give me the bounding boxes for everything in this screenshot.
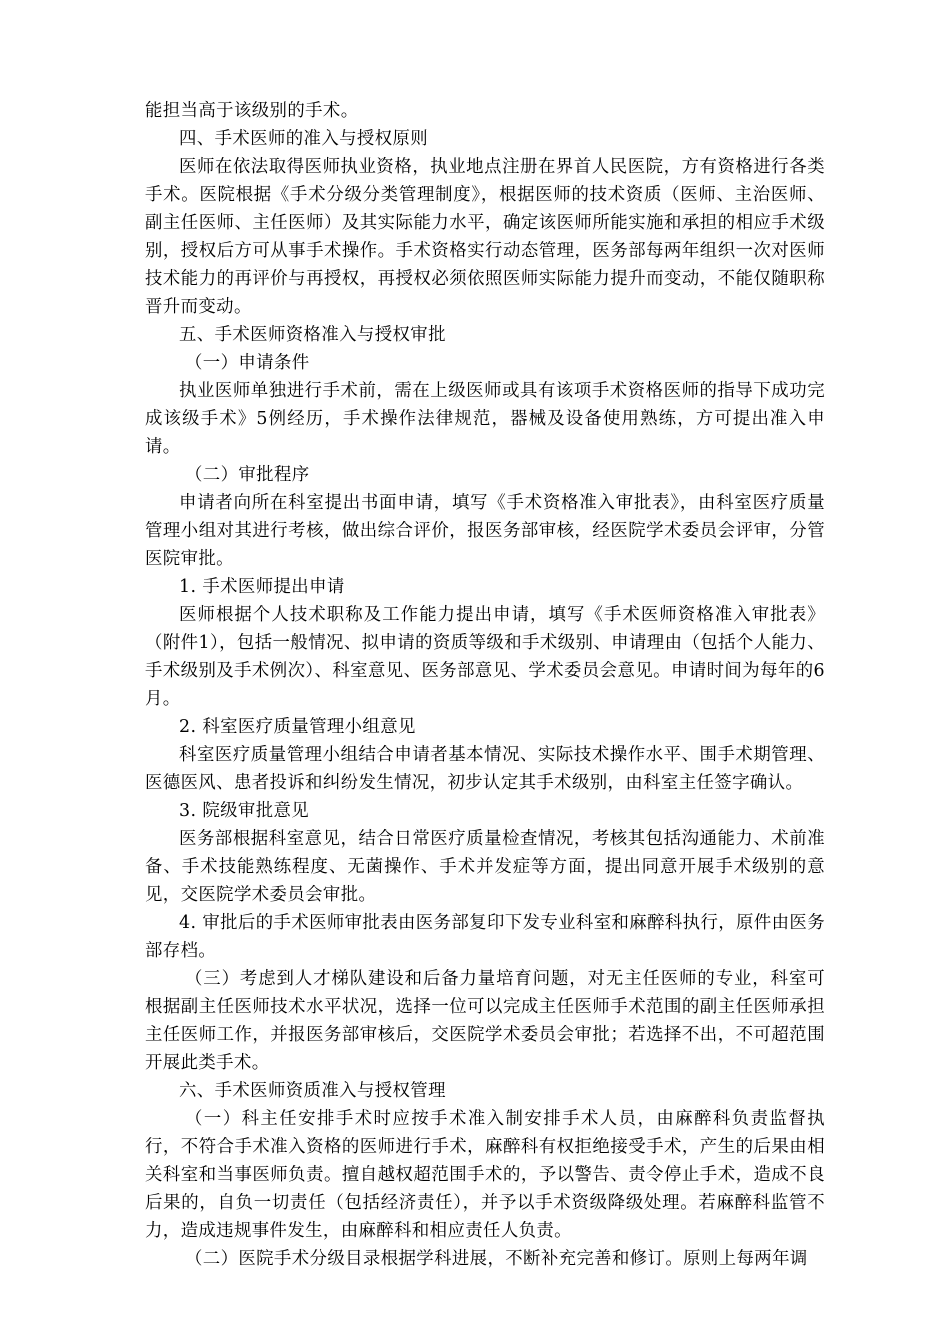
paragraph: 申请者向所在科室提出书面申请，填写《手术资格准入审批表》，由科室医疗质量管理小组对其进行考核，做出综合评价，报医务部审核，经医院学术委员会评审，分管医院审批。 xyxy=(145,493,825,569)
paragraph: 科室医疗质量管理小组结合申请者基本情况、实际技术操作水平、围手术期管理、医德医风、患者投诉和纠纷发生情况，初步认定其手术级别，由科室主任签字确认。 xyxy=(145,745,825,793)
paragraph: （二）医院手术分级目录根据学科进展，不断补充完善和修订。原则上每两年调 xyxy=(185,1249,808,1269)
subsection-heading: （二）审批程序 xyxy=(185,465,310,485)
paragraph: 4. 审批后的手术医师审批表由医务部复印下发专业科室和麻醉科执行，原件由医务部存档。 xyxy=(145,913,825,961)
paragraph: 执业医师单独进行手术前，需在上级医师或具有该项手术资格医师的指导下成功完成该级手术》5例经历，手术操作法律规范，器械及设备使用熟练，方可提出准入申请。 xyxy=(145,381,825,457)
section-heading-5: 五、手术医师资格准入与授权审批 xyxy=(179,325,446,345)
paragraph: 医师在依法取得医师执业资格，执业地点注册在界首人民医院，方有资格进行各类手术。医院根据《手术分级分类管理制度》，根据医师的技术资质（医师、主治医师、副主任医师、主任医师）及其实际能力水平，确定该医师所能实施和承担的相应手术级别，授权后方可从事手术操作。手术资格实行动态管理，医务部每两年组织一次对医师技术能力的再评价与再授权，再授权必须依照医师实际能力提升而变动，不能仅随职称晋升而变动。 xyxy=(145,157,825,317)
paragraph: （三）考虑到人才梯队建设和后备力量培育问题，对无主任医师的专业，科室可根据副主任医师技术水平状况，选择一位可以完成主任医师手术范围的副主任医师承担主任医师工作，并报医务部审核后，交医院学术委员会审批；若选择不出，不可超范围开展此类手术。 xyxy=(145,969,825,1073)
paragraph: 能担当高于该级别的手术。 xyxy=(145,101,359,121)
document-body xyxy=(145,97,825,1273)
subsection-heading: （一）申请条件 xyxy=(185,353,310,373)
numbered-heading: 1. 手术医师提出申请 xyxy=(179,577,345,597)
section-heading-6: 六、手术医师资质准入与授权管理 xyxy=(179,1081,446,1101)
numbered-heading: 2. 科室医疗质量管理小组意见 xyxy=(179,717,416,737)
section-heading-4: 四、手术医师的准入与授权原则 xyxy=(179,129,429,149)
paragraph: 医师根据个人技术职称及工作能力提出申请，填写《手术医师资格准入审批表》（附件1），包括一般情况、拟申请的资质等级和手术级别、申请理由（包括个人能力、手术级别及手术例次）、科室意见、医务部意见、学术委员会意见。申请时间为每年的6月。 xyxy=(145,605,825,709)
numbered-heading: 3. 院级审批意见 xyxy=(179,801,310,821)
paragraph: （一）科主任安排手术时应按手术准入制安排手术人员，由麻醉科负责监督执行，不符合手术准入资格的医师进行手术，麻醉科有权拒绝接受手术，产生的后果由相关科室和当事医师负责。擅自越权超范围手术的，予以警告、责令停止手术，造成不良后果的，自负一切责任（包括经济责任），并予以手术资级降级处理。若麻醉科监管不力，造成违规事件发生，由麻醉科和相应责任人负责。 xyxy=(145,1109,825,1241)
paragraph: 医务部根据科室意见，结合日常医疗质量检查情况，考核其包括沟通能力、术前准备、手术技能熟练程度、无菌操作、手术并发症等方面，提出同意开展手术级别的意见，交医院学术委员会审批。 xyxy=(145,829,825,905)
